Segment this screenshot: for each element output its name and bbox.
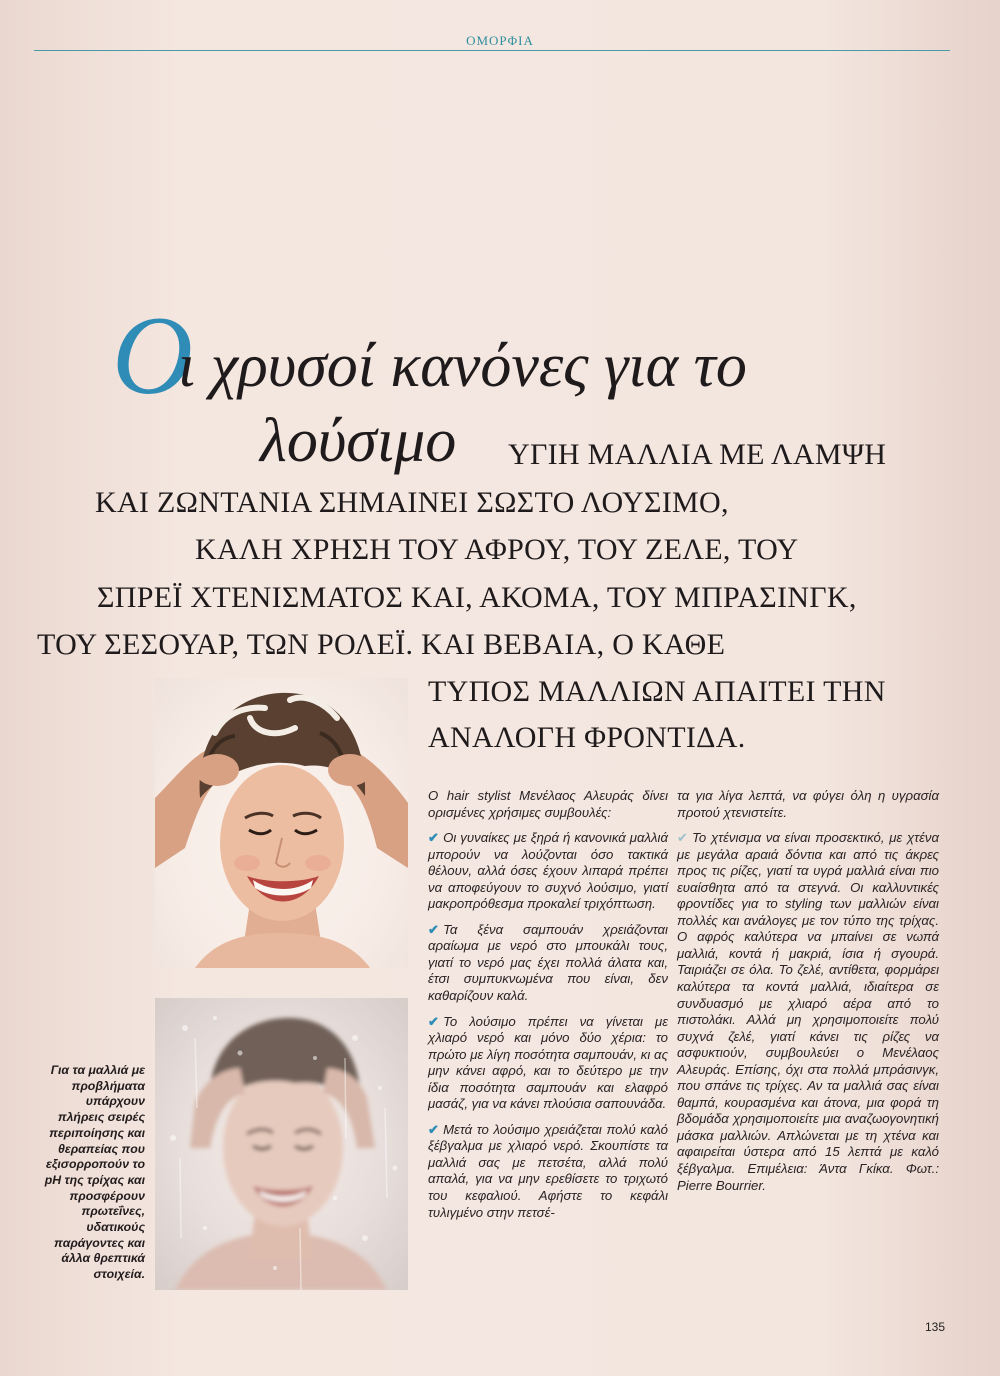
subtitle-line-4: ΣΠΡΕΪ ΧΤΕΝΙΣΜΑΤΟΣ ΚΑΙ, ΑΚΟΜΑ, ΤΟΥ ΜΠΡΑΣΙΝΓΚ, (97, 581, 857, 614)
check-icon: ✔ (428, 1013, 440, 1029)
title-initial: Ο (112, 294, 193, 418)
subtitle-line-1: ΥΓΙΗ ΜΑΛΛΙΑ ΜΕ ΛΑΜΨΗ (508, 438, 887, 471)
subtitle-line-3: ΚΑΛΗ ΧΡΗΣΗ ΤΟΥ ΑΦΡΟΥ, ΤΟΥ ΖΕΛΕ, ΤΟΥ (195, 533, 799, 566)
photo-woman-shampooing (155, 678, 408, 968)
check-icon: ✔ (428, 1121, 440, 1137)
photo-caption: Για τα μαλλιά με προβλήματα υπάρχουν πλήρεις σειρές περιποίησης και θεραπείας που εξισορροπούν το pH της τρίχας και προσφέρουν πρωτεΐνες, υδατικούς παράγοντες και άλλα θρεπτικά στοιχεία. (44, 1063, 145, 1282)
article-tip-4: ✔ Μετά το λούσιμο χρειάζεται πολύ καλό ξέβγαλμα με χλιαρό νερό. Σκουπίστε τα μαλλιά σας με πετσέτα, αλλά πολύ απαλά, για να μην ερεθίσετε το τριχωτό του κεφαλιού. Αφήστε το κεφάλι τυλιγμένο στην πετσέ- (428, 1121, 668, 1220)
section-label: ΟΜΟΡΦΙΑ (466, 33, 534, 48)
article-tip-5: ✔ Το χτένισμα να είναι προσεκτικό, με χτένα με μεγάλα αραιά δόντια και από τις άκρες προς τις ρίζες, γιατί τα υγρά μαλλιά είναι πιο ευαίσθητα από τα στεγνά. Οι καλλυντικές φροντίδες για το styling των μαλλιών είναι πολλές και ανάλογες με τον τύπο της τρίχας. Ο αφρός καλύτερα να μπαίνει σε νωπά μαλλιά, κοντά ή μακριά, ίσια ή σγουρά. Ταιριάζει σε όλα. Το ζελέ, αντίθετα, φορμάρει καλύτερα τα κοντά μαλλιά, ιδιαίτερα σε συνδυασμό με χλιαρό αέρα από το πιστολάκι. Αλλά μη χρησιμοποιείτε πολύ συχνά ζελέ, γιατί κάνει τις ρίζες να ασφυκτιούν, συμβουλεύει ο Μενέλαος Αλευράς. Επίσης, όχι στα πολλά μπράσινγκ, που σπάνε τις τρίχες. Αν τα μαλλιά σας είναι θαμπά, κουρασμένα και άτονα, μια φορά τη βδομάδα χρησιμοποιείτε μια αναζωογονητική μάσκα μαλλιών. Απλώνεται με τη χτένα και αφαιρείται ύστερα από 15 λεπτά με καλό ξέβγαλμα. Επιμέλεια: Άντα Γκίκα. Φωτ.: Pierre Bourrier. (677, 830, 939, 1193)
article-intro: Ο hair stylist Μενέλαος Αλευράς δίνει ορισμένες χρήσιμες συμβουλές: (428, 788, 668, 820)
check-icon: ✔ (428, 921, 440, 937)
article-tip-3: ✔ Το λούσιμο πρέπει να γίνεται με χλιαρό νερό και μόνο δύο χέρια: το πρώτο με λίγη ποσότητα σαμπουάν, κι ας μην κάνει αφρό, και το δεύτερο με την ίδια ποσότητα σαμπουάν και ελαφρό μασάζ, για να κάνει πλούσια σαπουνάδα. (428, 1013, 668, 1112)
title-line-2: λούσιμο (260, 407, 457, 475)
subtitle-line-7: ΑΝΑΛΟΓΗ ΦΡΟΝΤΙΔΑ. (428, 721, 746, 754)
check-icon: ✔ (428, 830, 440, 846)
subtitle-line-2: ΚΑΙ ΖΩΝΤΑΝΙΑ ΣΗΜΑΙΝΕΙ ΣΩΣΤΟ ΛΟΥΣΙΜΟ, (95, 486, 729, 519)
article-tip-1: ✔ Οι γυναίκες με ξηρά ή κανονικά μαλλιά μπορούν να λούζονται όσο τακτικά θέλουν, αλλά όσες έχουν λιπαρά πρέπει να αποφεύγουν το συχνό λούσιμο, γιατί μακροπρόθεσμα προκαλεί τριχόπτωση. (428, 830, 668, 912)
page-number: 135 (925, 1320, 946, 1334)
header-rule (34, 50, 950, 51)
subtitle-line-6: ΤΥΠΟΣ ΜΑΛΛΙΩΝ ΑΠΑΙΤΕΙ ΤΗΝ (428, 675, 886, 708)
article-continuation: τα για λίγα λεπτά, να φύγει όλη η υγρασία προτού χτενιστείτε. (677, 788, 939, 820)
check-icon: ✔ (677, 830, 689, 846)
subtitle-line-5: ΤΟΥ ΣΕΣΟΥΑΡ, ΤΩΝ ΡΟΛΕΪ. ΚΑΙ ΒΕΒΑΙΑ, Ο ΚΑΘΕ (37, 628, 726, 661)
title-line-1: ι χρυσοί κανόνες για το (178, 332, 747, 400)
photo-woman-behind-wet-glass (155, 998, 408, 1290)
article-column-2 (677, 788, 939, 1203)
article-column-1 (428, 788, 668, 1230)
article-tip-2: ✔ Τα ξένα σαμπουάν χρειάζονται αραίωμα με νερό στο μπουκάλι τους, γιατί το νερό μας έχει πολλά άλατα και, έτσι συμπυκνωμένα που είναι, δεν καθαρίζουν καλά. (428, 921, 668, 1004)
